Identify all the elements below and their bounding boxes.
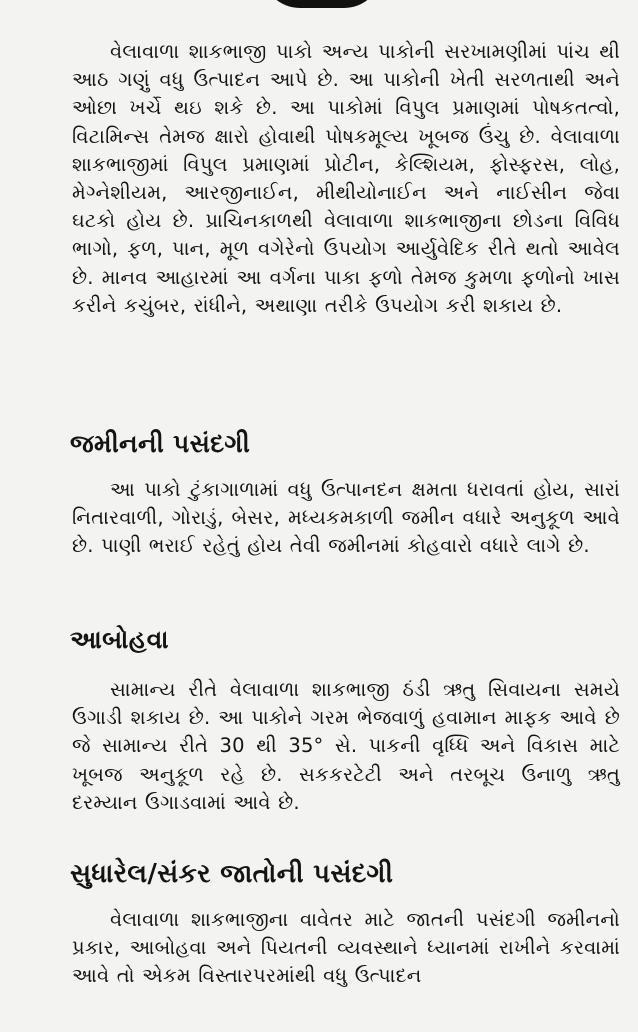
- heading-climate: આબોહવા: [70, 625, 169, 654]
- intro-paragraph: વેલાવાળા શાકભાજી પાકો અન્ય પાકોની સરખામણીમાં પાંચ થી આઠ ગણું વધુ ઉત્પાદન આપે છે. આ પાકોની ખેતી સરળતાથી અને ઓછા ખર્ચે થઇ શકે છે. આ પાકોમાં વિપુલ પ્રમાણમાં પોષકતત્વો, વિટામિન્સ તેમજ ક્ષારો હોવાથી પોષકમૂલ્ય ખૂબજ ઉંચુ છે. વેલાવાળા શાકભાજીમાં વિપુલ પ્રમાણમાં પ્રોટીન, કેલ્શિયમ, ફોસ્ફરસ, લોહ, મેગ્નેશીયમ, આરજીનાઈન, મીથીયોનાઈન અને નાઈસીન જેવા ઘટકો હોય છે. પ્રાચિનકાળથી વેલાવાળા શાકભાજીના છોડના વિવિધ ભાગો, ફળ, પાન, મૂળ વગેરેનો ઉપયોગ આર્યુવેદિક રીતે થતો આવેલ છે. માનવ આહારમાં આ વર્ગના પાકા ફળો તેમજ કુમળા ફળોનો ખાસ કરીને કચુંબર, રાંધીને, અથાણા તરીકે ઉપયોગ કરી શકાય છે.: [72, 40, 620, 317]
- soil-selection-paragraph: આ પાકો ટુંકાગાળામાં વધુ ઉત્પાનદન ક્ષમતા ધરાવતાં હોય, સારાં નિતારવાળી, ગોરાડું, બેસર, મધ્યકમકાળી જમીન વધારે અનુકૂળ આવે છે. પાણી ભરાઈ રહેતું હોય તેવી જમીનમાં કોહવારો વધારે લાગે છે.: [72, 478, 620, 558]
- heading-soil-selection: જમીનની પસંદગી: [70, 429, 251, 458]
- climate-paragraph: સામાન્ય રીતે વેલાવાળા શાકભાજી ઠંડી ઋતુ સિવાયના સમયે ઉગાડી શકાય છે. આ પાકોને ગરમ ભેજવાળું હવામાન માફક આવે છે જે સામાન્ય રીતે 30 થી 35° સે. પાકની વૃધ્ધિ અને વિકાસ માટે ખૂબજ અનુકૂળ રહે છે. સકકરટેટી અને તરબૂચ ઉનાળુ ઋતુ દરમ્યાન ઉગાડવામાં આવે છે.: [72, 678, 620, 814]
- heading-variety-selection: સુધારેલ/સંકર જાતોની પસંદગી: [70, 859, 394, 889]
- variety-selection-paragraph: વેલાવાળા શાકભાજીના વાવેતર માટે જાતની પસંદગી જમીનનો પ્રકાર, આબોહવા અને પિયતની વ્યવસ્થાને ધ્યાનમાં રાખીને કરવામાં આવે તો એકમ વિસ્તારપરમાંથી વધુ ઉત્પાદન: [72, 908, 620, 988]
